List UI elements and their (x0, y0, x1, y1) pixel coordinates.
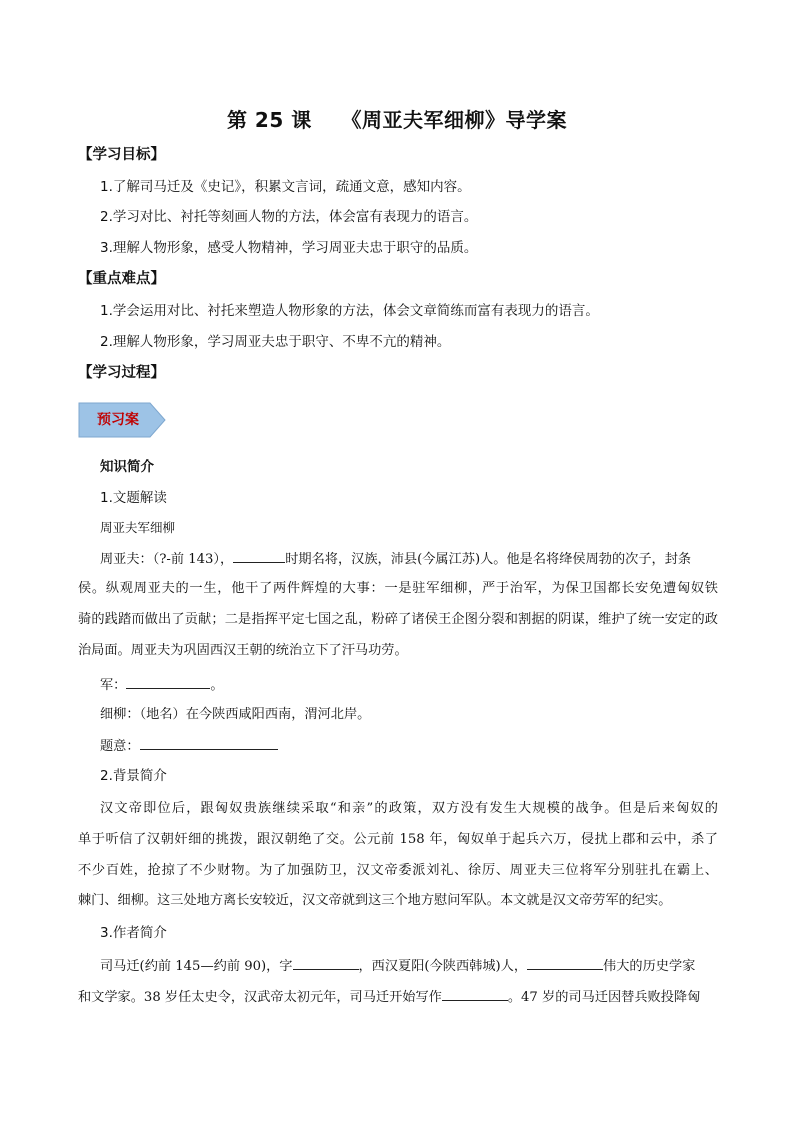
goal-item-3: 3.理解人物形象，感受人物精神，学习周亚夫忠于职守的品质。 (100, 240, 478, 256)
xiliu-line: 细柳：（地名）在今陕西咸阳西南，渭河北岸。 (100, 707, 371, 722)
section-heading-goals: 【学习目标】 (78, 147, 165, 163)
zhou-intro-line-4: 治局面。周亚夫为巩固西汉王朝的统治立下了汗马功劳。 (78, 643, 408, 658)
author2-rest: 。47 岁的司马迁因替兵败投降匈 (507, 990, 701, 1005)
jun-end: 。 (210, 678, 224, 693)
author-title: 伟大的历史学家 (603, 959, 696, 974)
subheading-background: 2.背景简介 (100, 768, 167, 784)
blank-work[interactable] (442, 988, 508, 1001)
author-hometown: ，西汉夏阳(今陕西韩城)人， (358, 959, 528, 974)
background-line-2: 单于听信了汉朝奸细的挑拨，跟汉朝绝了交。公元前 158 年，匈奴单于起兵六万，侵扰上郡和云中，杀了 (78, 832, 718, 847)
jun-line (100, 676, 224, 695)
key-point-1: 1.学会运用对比、衬托来塑造人物形象的方法，体会文章简练而富有表现力的语言。 (100, 303, 599, 319)
zhou-intro-prefix: 周亚夫：（?-前 143）， (100, 552, 234, 567)
author-line-2 (78, 988, 700, 1007)
background-line-1: 汉文帝即位后，跟匈奴贵族继续采取“和亲”的政策，双方没有发生大规模的战争。但是后来匈奴的 (100, 801, 718, 816)
author-line-1 (100, 957, 695, 976)
background-line-4: 棘门、细柳。这三处地方离长安较近，汉文帝就到这三个地方慰问军队。本文就是汉文帝劳军的纪实。 (78, 893, 672, 908)
blank-courtesy-name[interactable] (293, 957, 359, 970)
knowledge-heading: 知识简介 (100, 459, 154, 475)
subheading-title-interpretation: 1.文题解读 (100, 490, 167, 506)
author-prefix: 司马迁(约前 145—约前 90)，字 (100, 959, 293, 974)
goal-item-1: 1.了解司马迁及《史记》，积累文言词，疏通文意，感知内容。 (100, 179, 471, 195)
subheading-author: 3.作者简介 (100, 925, 167, 941)
lesson-title-text: 周亚夫军细柳 (100, 520, 176, 535)
jun-label: 军： (100, 678, 127, 693)
zhou-intro-line-2: 侯。纵观周亚夫的一生，他干了两件辉煌的大事：一是驻军细柳，严于治军，为保卫国都长安免遭匈奴铁 (78, 581, 718, 596)
zhou-intro-line-3: 骑的践踏而做出了贡献；二是指挥平定七国之乱，粉碎了诸侯王企图分裂和割据的阴谋，维护了统一安定的政 (78, 612, 718, 627)
tiyi-label: 题意： (100, 739, 140, 754)
section-heading-key-points: 【重点难点】 (78, 271, 165, 287)
page-title: 第 25 课 《周亚夫军细柳》导学案 (226, 108, 568, 132)
key-point-2: 2.理解人物形象，学习周亚夫忠于职守、不卑不亢的精神。 (100, 334, 451, 350)
zhou-intro-rest: 时期名将，汉族，沛县(今属江苏)人。他是名将绛侯周勃的次子，封条 (285, 552, 692, 567)
tiyi-line (100, 737, 278, 756)
goal-item-2: 2.学习对比、衬托等刻画人物的方法，体会富有表现力的语言。 (100, 209, 478, 225)
blank-tiyi[interactable] (140, 737, 278, 750)
author2-prefix: 和文学家。38 岁任太史令，汉武帝太初元年，司马迁开始写作 (78, 990, 442, 1005)
zhou-intro-line-1 (100, 550, 691, 569)
blank-dynasty[interactable] (233, 550, 285, 563)
section-heading-process: 【学习过程】 (78, 365, 165, 381)
blank-jun[interactable] (126, 676, 210, 689)
blank-era[interactable] (527, 957, 603, 970)
preview-badge (78, 402, 166, 438)
background-line-3: 不少百姓，抢掠了不少财物。为了加强防卫，汉文帝委派刘礼、徐厉、周亚夫三位将军分别驻扎在霸上、 (78, 863, 718, 878)
badge-label: 预习案 (97, 412, 139, 428)
